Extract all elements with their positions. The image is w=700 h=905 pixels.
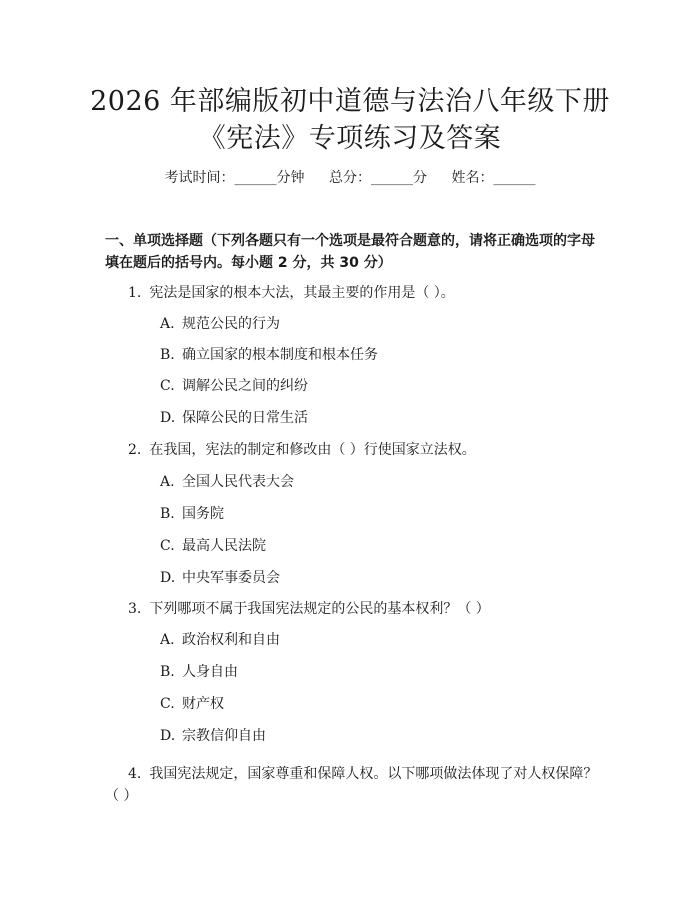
option-3a <box>160 630 280 650</box>
option-3b <box>160 662 238 682</box>
option-1d <box>160 408 308 428</box>
question-2 <box>128 440 598 460</box>
question-number: 3. <box>128 601 142 617</box>
option-text: 人身自由 <box>182 664 238 680</box>
option-letter: B. <box>160 506 175 522</box>
option-text: 中央军事委员会 <box>182 570 280 586</box>
option-letter: C. <box>160 696 175 712</box>
question-text: 下列哪项不属于我国宪法规定的公民的基本权利？（ ） <box>149 601 490 617</box>
option-text: 最高人民法院 <box>182 538 266 554</box>
option-text: 政治权利和自由 <box>182 632 280 648</box>
option-letter: B. <box>160 664 175 680</box>
option-letter: B. <box>160 347 175 363</box>
section-heading-single-choice: 一、单项选择题（下列各题只有一个选项是最符合题意的，请将正确选项的字母填在题后的括号内。每小题 2 分，共 30 分） <box>105 233 595 271</box>
option-text: 调解公民之间的纠纷 <box>182 378 308 394</box>
option-letter: D. <box>160 728 176 744</box>
option-letter: A. <box>160 316 175 332</box>
question-text: 在我国，宪法的制定和修改由（ ）行使国家立法权。 <box>149 442 476 458</box>
question-4 <box>105 763 600 807</box>
page-title-line-1: 2026 年部编版初中道德与法治八年级下册 <box>90 86 610 117</box>
question-text: 我国宪法规定，国家尊重和保障人权。以下哪项做法体现了对人权保障？（ ） <box>105 766 598 804</box>
option-letter: D. <box>160 410 176 426</box>
option-letter: A. <box>160 632 175 648</box>
option-letter: C. <box>160 378 175 394</box>
total-score-field: 总分：______分 <box>329 170 427 186</box>
question-3 <box>128 599 598 619</box>
option-text: 财产权 <box>182 696 224 712</box>
option-letter: A. <box>160 474 175 490</box>
option-1a <box>160 314 280 334</box>
page-title-line-2: 《宪法》专项练习及答案 <box>198 123 502 154</box>
question-number: 1. <box>128 285 142 301</box>
question-text: 宪法是国家的根本大法，其最主要的作用是（ ）。 <box>149 285 455 301</box>
question-number: 2. <box>128 442 142 458</box>
option-1b <box>160 345 378 365</box>
option-2d <box>160 568 280 588</box>
option-text: 规范公民的行为 <box>182 316 280 332</box>
option-1c <box>160 376 308 396</box>
option-text: 保障公民的日常生活 <box>182 410 308 426</box>
option-2c <box>160 536 266 556</box>
question-number: 4. <box>128 766 142 782</box>
option-letter: C. <box>160 538 175 554</box>
option-text: 宗教信仰自由 <box>182 728 266 744</box>
exam-meta <box>0 168 700 188</box>
exam-time-field: 考试时间：______分钟 <box>164 170 305 186</box>
option-text: 确立国家的根本制度和根本任务 <box>182 347 378 363</box>
student-name-field: 姓名：______ <box>451 170 536 186</box>
option-letter: D. <box>160 570 176 586</box>
option-text: 国务院 <box>182 506 224 522</box>
option-text: 全国人民代表大会 <box>182 474 294 490</box>
question-1 <box>128 283 598 303</box>
option-3d <box>160 726 266 746</box>
option-2b <box>160 504 224 524</box>
option-2a <box>160 472 294 492</box>
option-3c <box>160 694 224 714</box>
